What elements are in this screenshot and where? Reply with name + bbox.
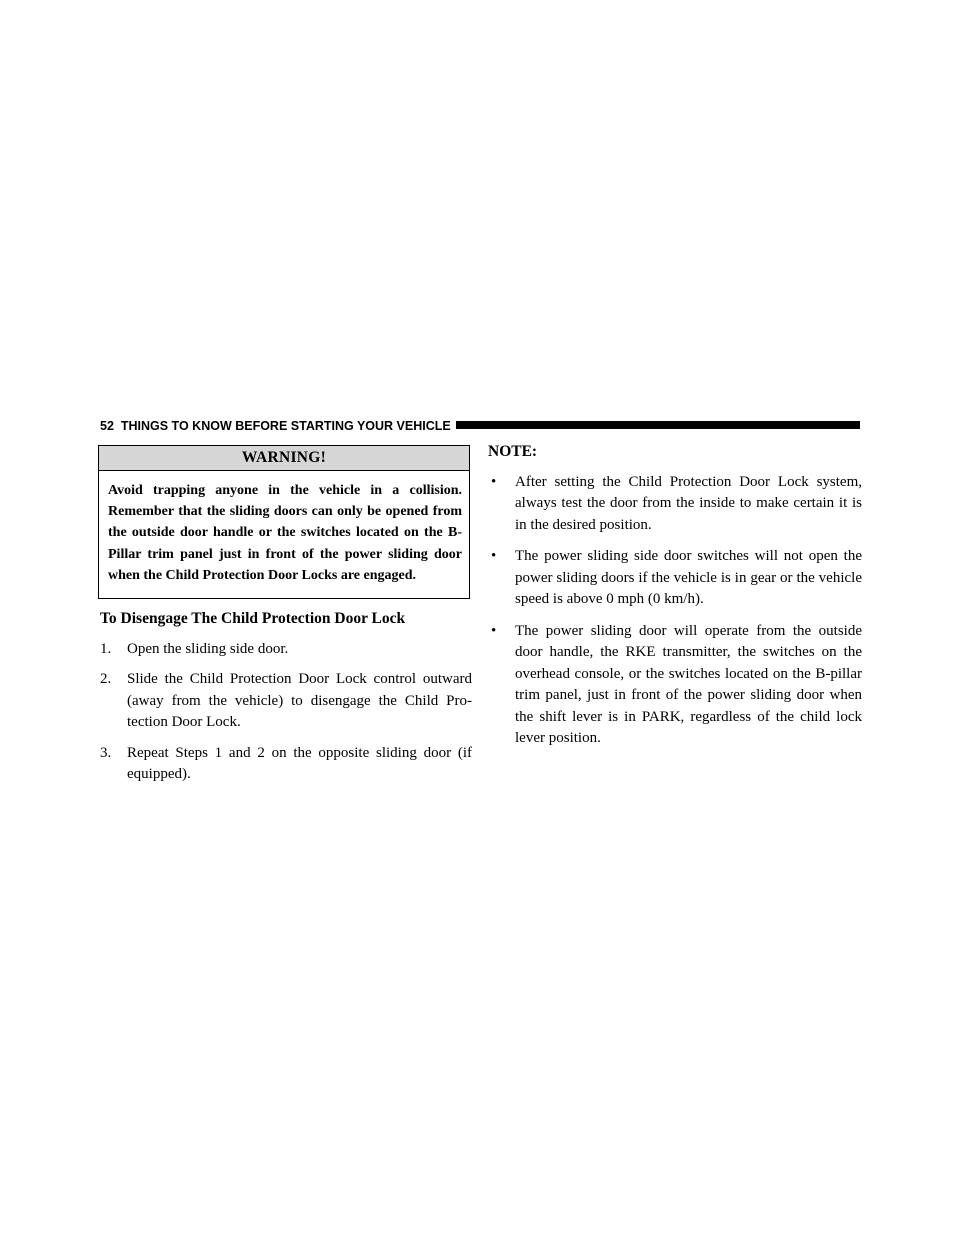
chapter-title: THINGS TO KNOW BEFORE STARTING YOUR VEHICLE xyxy=(120,419,451,433)
note-text: The power sliding door will operate from the outside door handle, the RKE transmitter, the switches on the overhead console, or the switches located on the B-pillar trim panel, just in front of the power sliding door when the shift lever is in PARK, regardless of the child lock lever position. xyxy=(515,622,862,746)
note-item xyxy=(488,621,862,750)
step-text: Open the sliding side door. xyxy=(127,640,289,657)
bullet-icon: • xyxy=(491,622,497,639)
warning-title: WARNING! xyxy=(99,446,469,471)
page-number: 52 xyxy=(100,419,114,433)
header-rule xyxy=(456,421,860,429)
step-number: 1. xyxy=(100,640,112,657)
note-text: The power sliding side door switches will not open the power sliding doors if the vehicle is in gear or the vehicle speed is above 0 mph (0 km/h). xyxy=(515,548,862,607)
page-header xyxy=(100,418,860,434)
step-item xyxy=(100,669,472,734)
left-column xyxy=(100,608,472,795)
bullet-icon: • xyxy=(491,473,497,490)
step-text: Repeat Steps 1 and 2 on the opposite sliding door (if equipped). xyxy=(127,744,472,782)
section-heading: To Disengage The Child Protection Door Lock xyxy=(100,610,406,627)
note-item xyxy=(488,472,862,537)
step-number: 3. xyxy=(100,744,112,761)
step-item xyxy=(100,639,472,661)
note-heading: NOTE: xyxy=(488,443,538,460)
warning-box xyxy=(98,445,470,599)
bullet-icon: • xyxy=(491,548,497,564)
step-text: Slide the Child Protection Door Lock control outward (away from the vehicle) to disengage the Child Pro-tection Door Lock. xyxy=(127,671,472,730)
step-number: 2. xyxy=(100,671,112,687)
step-item xyxy=(100,743,472,786)
warning-text: Avoid trapping anyone in the vehicle in a collision. Remember that the sliding doors can only be opened from the outside door handle or the switches located on the B-Pillar trim panel just in front of the power sliding door when the Child Protection Door Locks are engaged. xyxy=(108,483,462,583)
header-text xyxy=(100,418,457,434)
note-text: After setting the Child Protection Door Lock system, always test the door from the inside to make certain it is in the desired position. xyxy=(515,473,862,533)
right-column xyxy=(488,441,862,760)
note-item xyxy=(488,546,862,611)
